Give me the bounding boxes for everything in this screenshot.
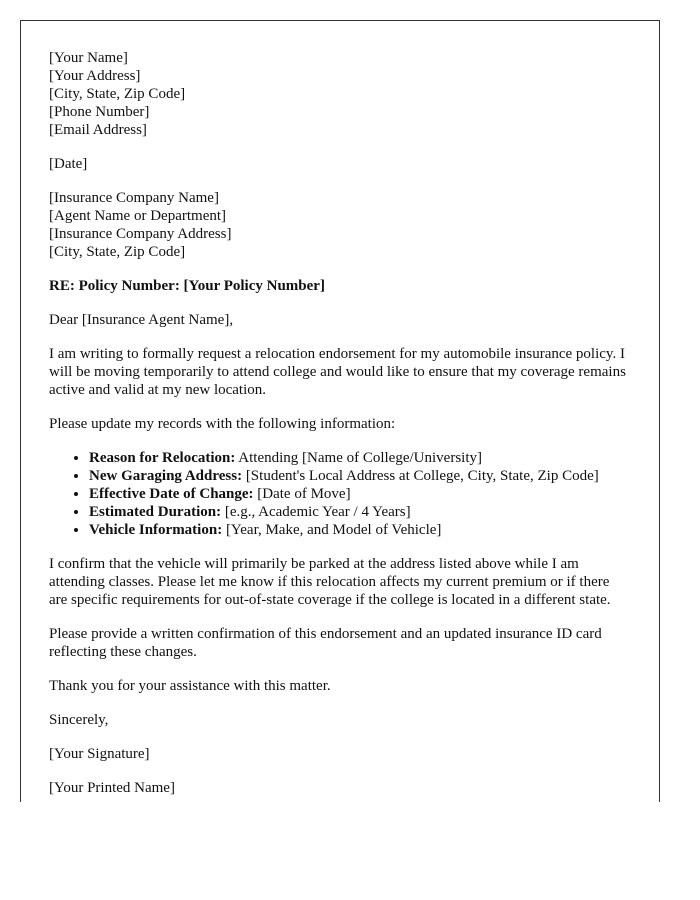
- sender-name: [Your Name]: [49, 50, 128, 66]
- recipient-block: [49, 189, 631, 261]
- detail-label: Estimated Duration:: [89, 504, 222, 520]
- sender-email: [Email Address]: [49, 122, 147, 138]
- list-item: [89, 449, 631, 467]
- confirm-paragraph: I confirm that the vehicle will primarily be parked at the address listed above while I am attending classes. Please let me know if this relocation affects my current premium or if there are specific requirements for out-of-state coverage if the college is located in a different state.: [49, 556, 611, 608]
- detail-value: [Date of Move]: [253, 486, 351, 502]
- signature: [Your Signature]: [49, 746, 150, 762]
- sender-phone: [Phone Number]: [49, 104, 150, 120]
- sender-city: [City, State, Zip Code]: [49, 86, 186, 102]
- detail-label: Reason for Relocation:: [89, 450, 236, 466]
- salutation: Dear [Insurance Agent Name],: [49, 312, 234, 328]
- thanks-paragraph: Thank you for your assistance with this matter.: [49, 678, 331, 694]
- closing: Sincerely,: [49, 712, 109, 728]
- detail-value: [Year, Make, and Model of Vehicle]: [222, 522, 442, 538]
- letter-date: [Date]: [49, 156, 88, 172]
- detail-value: [Student's Local Address at College, City, State, Zip Code]: [242, 468, 599, 484]
- detail-value: [e.g., Academic Year / 4 Years]: [221, 504, 411, 520]
- sender-block: [49, 49, 631, 139]
- details-list: [49, 449, 631, 539]
- detail-label: New Garaging Address:: [89, 468, 243, 484]
- list-item: [89, 521, 631, 539]
- request-paragraph: Please provide a written confirmation of this endorsement and an updated insurance ID card reflecting these changes.: [49, 626, 602, 660]
- letter-page: [20, 20, 660, 802]
- recipient-company: [Insurance Company Name]: [49, 190, 219, 206]
- re-line: RE: Policy Number: [Your Policy Number]: [49, 278, 325, 294]
- list-item: [89, 467, 631, 485]
- detail-label: Vehicle Information:: [89, 522, 223, 538]
- intro-paragraph: I am writing to formally request a relocation endorsement for my automobile insurance policy. I will be moving temporarily to attend college and would like to ensure that my coverage remains active and valid at my new location.: [49, 346, 626, 398]
- sender-address: [Your Address]: [49, 68, 141, 84]
- detail-value: Attending [Name of College/University]: [235, 450, 482, 466]
- detail-label: Effective Date of Change:: [89, 486, 254, 502]
- printed-name: [Your Printed Name]: [49, 780, 175, 796]
- list-item: [89, 503, 631, 521]
- recipient-city: [City, State, Zip Code]: [49, 244, 186, 260]
- list-item: [89, 485, 631, 503]
- recipient-agent: [Agent Name or Department]: [49, 208, 227, 224]
- list-intro: Please update my records with the following information:: [49, 416, 396, 432]
- recipient-address: [Insurance Company Address]: [49, 226, 232, 242]
